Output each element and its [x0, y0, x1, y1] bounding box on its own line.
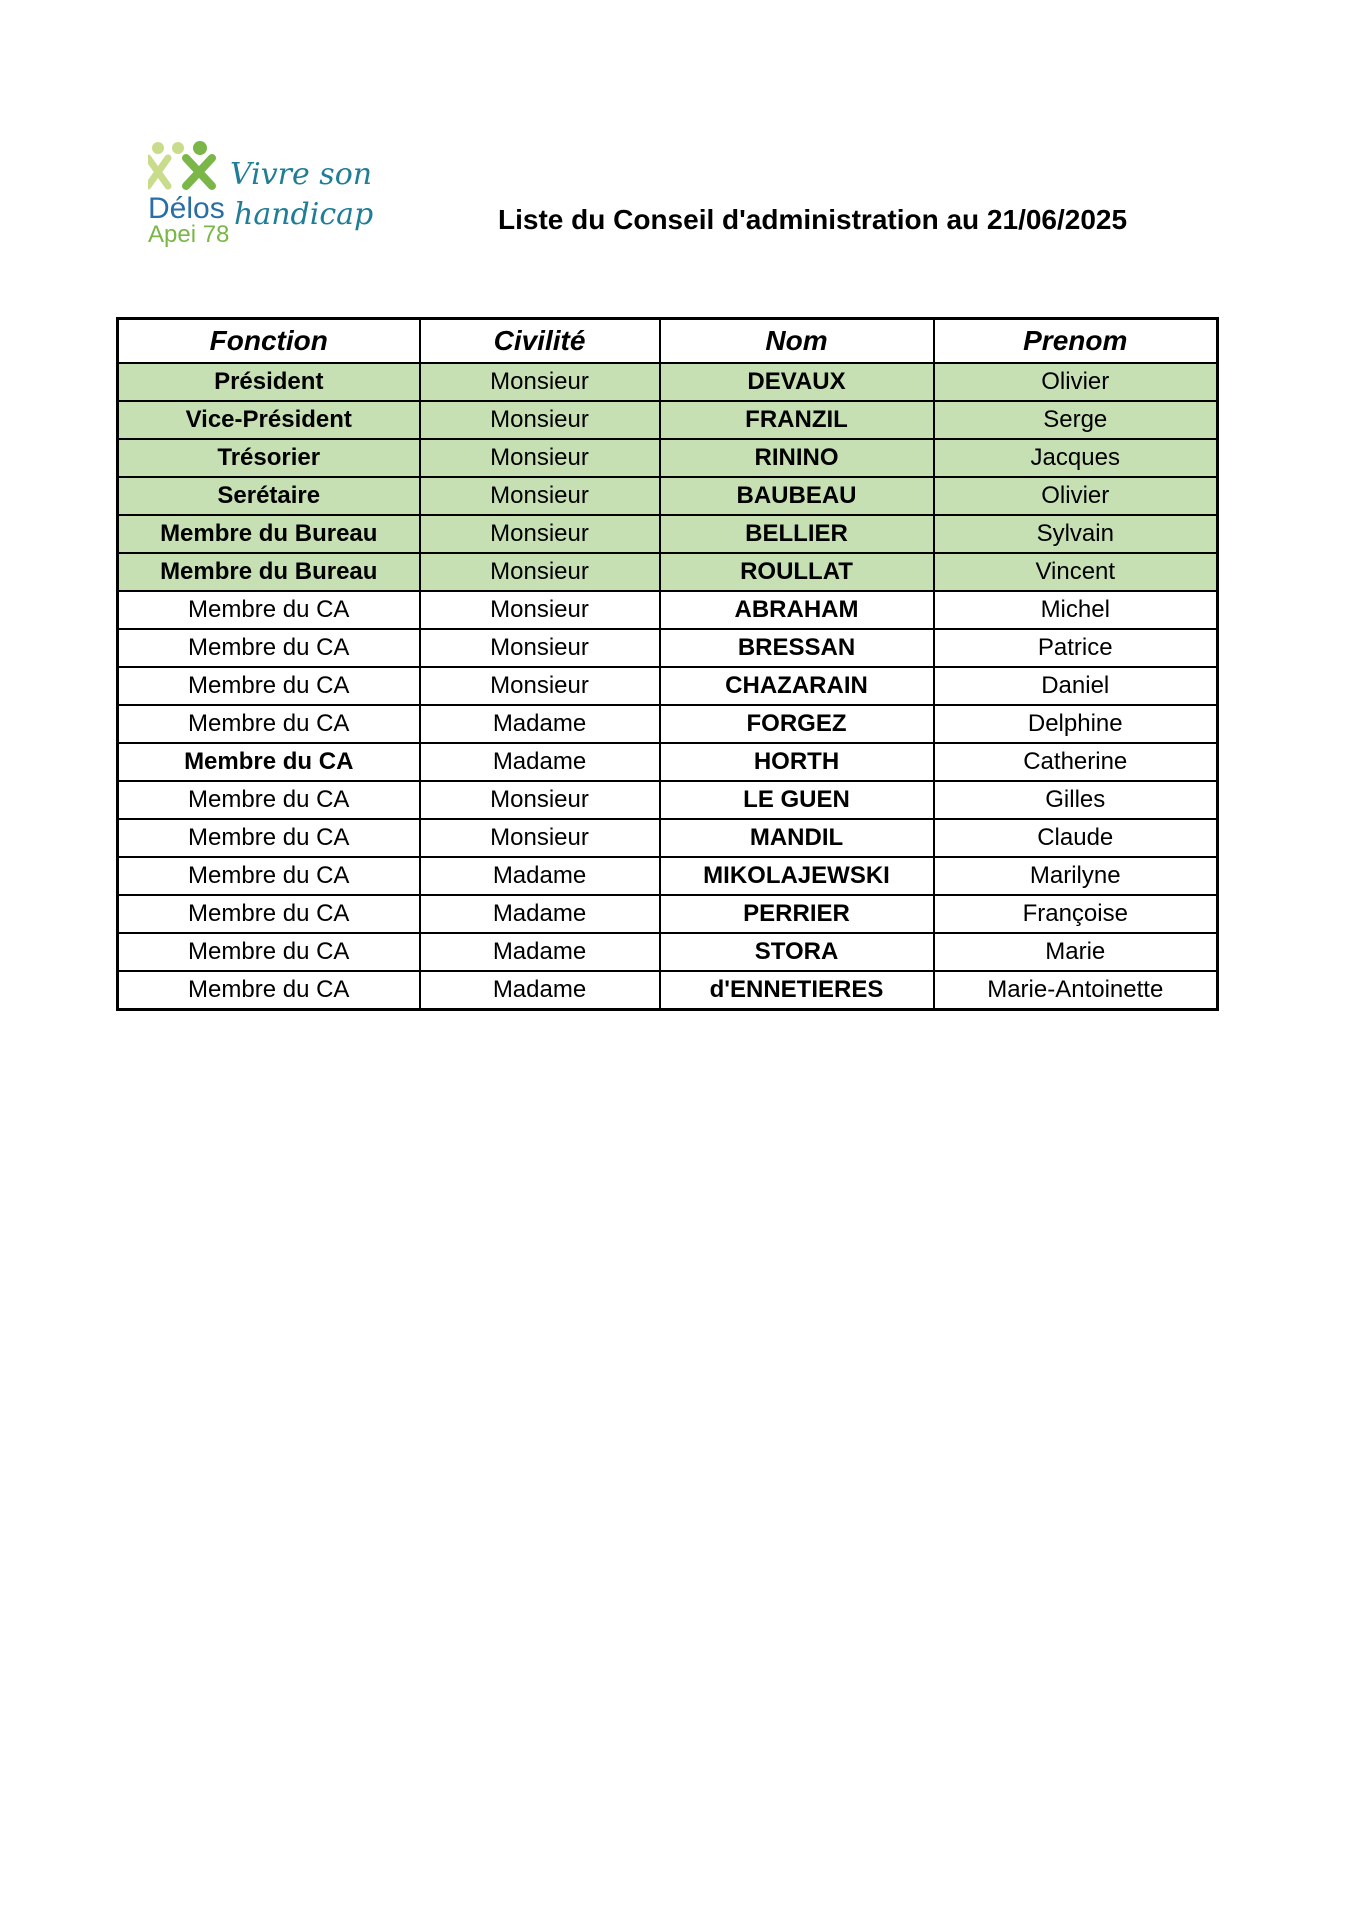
logo-brand: Délos [148, 192, 225, 225]
cell-prenom: Jacques [934, 439, 1218, 477]
header-civilite: Civilité [420, 319, 660, 364]
cell-fonction: Membre du CA [118, 857, 420, 895]
cell-fonction: Serétaire [118, 477, 420, 515]
table-row [118, 667, 1218, 705]
cell-nom: FORGEZ [660, 705, 934, 743]
cell-civilite: Monsieur [420, 401, 660, 439]
table-header-row [118, 319, 1218, 364]
cell-prenom: Marie-Antoinette [934, 971, 1218, 1010]
cell-nom: PERRIER [660, 895, 934, 933]
figures-icon [148, 141, 212, 186]
table-row [118, 705, 1218, 743]
cell-civilite: Monsieur [420, 553, 660, 591]
cell-civilite: Monsieur [420, 515, 660, 553]
logo [148, 140, 410, 248]
cell-fonction: Membre du CA [118, 781, 420, 819]
cell-nom: STORA [660, 933, 934, 971]
table-row [118, 363, 1218, 401]
cell-fonction: Membre du CA [118, 933, 420, 971]
cell-nom: RININO [660, 439, 934, 477]
cell-prenom: Michel [934, 591, 1218, 629]
cell-nom: ROULLAT [660, 553, 934, 591]
cell-fonction: Membre du CA [118, 895, 420, 933]
cell-prenom: Marie [934, 933, 1218, 971]
cell-nom: CHAZARAIN [660, 667, 934, 705]
cell-nom: MANDIL [660, 819, 934, 857]
cell-fonction: Membre du CA [118, 971, 420, 1010]
logo-tagline-2: handicap [234, 197, 374, 232]
board-table [116, 317, 1219, 1011]
table-row [118, 895, 1218, 933]
cell-prenom: Patrice [934, 629, 1218, 667]
cell-prenom: Olivier [934, 477, 1218, 515]
table-row [118, 439, 1218, 477]
table-row [118, 743, 1218, 781]
cell-fonction: Membre du CA [118, 705, 420, 743]
cell-nom: MIKOLAJEWSKI [660, 857, 934, 895]
cell-fonction: Membre du CA [118, 629, 420, 667]
table-row [118, 629, 1218, 667]
table-row [118, 477, 1218, 515]
header-prenom: Prenom [934, 319, 1218, 364]
cell-fonction: Vice-Président [118, 401, 420, 439]
table-row [118, 857, 1218, 895]
cell-prenom: Serge [934, 401, 1218, 439]
cell-nom: FRANZIL [660, 401, 934, 439]
table-row [118, 401, 1218, 439]
table-row [118, 819, 1218, 857]
page-title: Liste du Conseil d'administration au 21/06/2025 [498, 204, 1128, 235]
cell-prenom: Marilyne [934, 857, 1218, 895]
cell-fonction: Membre du CA [118, 591, 420, 629]
cell-prenom: Sylvain [934, 515, 1218, 553]
cell-prenom: Delphine [934, 705, 1218, 743]
header-fonction: Fonction [118, 319, 420, 364]
cell-nom: DEVAUX [660, 363, 934, 401]
cell-prenom: Catherine [934, 743, 1218, 781]
cell-nom: BAUBEAU [660, 477, 934, 515]
cell-civilite: Monsieur [420, 781, 660, 819]
cell-civilite: Monsieur [420, 667, 660, 705]
logo-tagline-1: Vivre son [230, 157, 373, 192]
table-row [118, 781, 1218, 819]
cell-nom: LE GUEN [660, 781, 934, 819]
cell-prenom: Vincent [934, 553, 1218, 591]
cell-fonction: Trésorier [118, 439, 420, 477]
cell-civilite: Monsieur [420, 819, 660, 857]
cell-prenom: Françoise [934, 895, 1218, 933]
cell-civilite: Madame [420, 895, 660, 933]
cell-fonction: Membre du Bureau [118, 553, 420, 591]
cell-prenom: Gilles [934, 781, 1218, 819]
cell-nom: BELLIER [660, 515, 934, 553]
cell-fonction: Membre du CA [118, 819, 420, 857]
cell-fonction: Membre du CA [118, 743, 420, 781]
cell-fonction: Membre du Bureau [118, 515, 420, 553]
logo-sub: Apei 78 [148, 221, 230, 248]
cell-civilite: Madame [420, 971, 660, 1010]
header-nom: Nom [660, 319, 934, 364]
table-row [118, 971, 1218, 1010]
table-row [118, 933, 1218, 971]
cell-prenom: Claude [934, 819, 1218, 857]
table-row [118, 515, 1218, 553]
cell-nom: HORTH [660, 743, 934, 781]
cell-nom: d'ENNETIERES [660, 971, 934, 1010]
cell-civilite: Monsieur [420, 439, 660, 477]
cell-civilite: Madame [420, 705, 660, 743]
cell-prenom: Daniel [934, 667, 1218, 705]
cell-civilite: Monsieur [420, 629, 660, 667]
cell-fonction: Président [118, 363, 420, 401]
cell-civilite: Monsieur [420, 591, 660, 629]
cell-civilite: Monsieur [420, 477, 660, 515]
logo-graphic [148, 140, 410, 248]
cell-civilite: Monsieur [420, 363, 660, 401]
cell-prenom: Olivier [934, 363, 1218, 401]
table-row [118, 553, 1218, 591]
cell-fonction: Membre du CA [118, 667, 420, 705]
cell-civilite: Madame [420, 743, 660, 781]
cell-civilite: Madame [420, 857, 660, 895]
table-row [118, 591, 1218, 629]
cell-nom: BRESSAN [660, 629, 934, 667]
cell-civilite: Madame [420, 933, 660, 971]
cell-nom: ABRAHAM [660, 591, 934, 629]
